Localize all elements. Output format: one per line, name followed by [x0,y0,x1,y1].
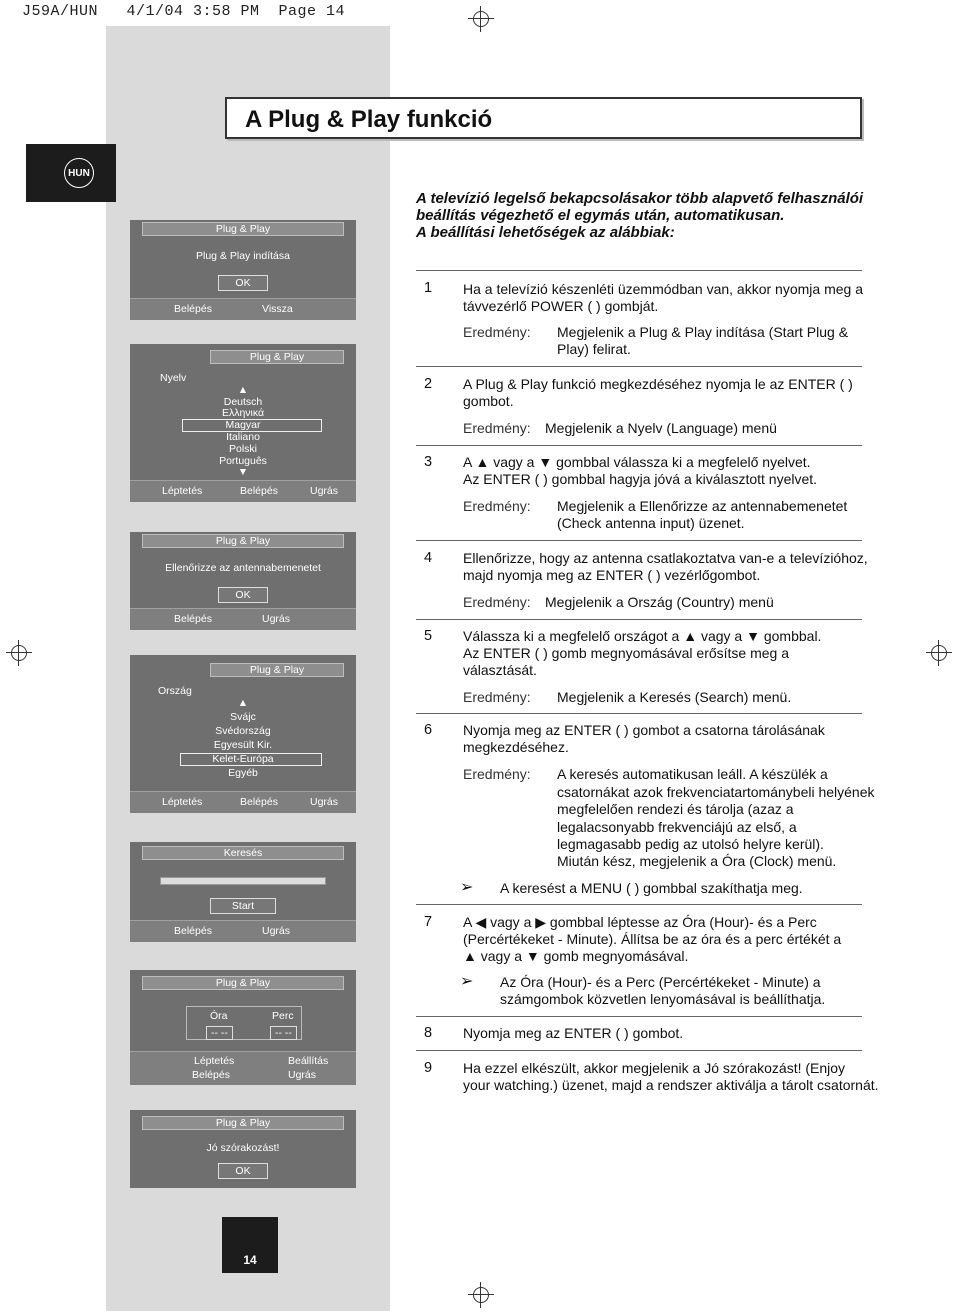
step-number: 4 [424,550,433,566]
skip-hint: Ugrás [262,925,291,937]
result-label: Eredmény: [463,420,531,436]
osd-country-menu [130,655,356,813]
crop-mark-icon [468,6,494,32]
divider [416,713,862,714]
step-number: 3 [424,454,433,470]
enter-hint: Belépés [174,613,212,625]
osd-side-label: Ország [158,685,192,697]
step-number: 7 [424,914,433,930]
result-line: Play) felirat. [557,341,631,357]
minute-field[interactable]: -- -- [270,1026,297,1040]
enter-hint: Belépés [192,1069,230,1081]
ok-button[interactable]: OK [218,587,268,603]
up-arrow-icon: ▲ [237,697,249,709]
divider [416,904,862,905]
osd-footer [130,791,356,813]
result-label: Eredmény: [463,498,531,514]
print-header: J59A/HUN 4/1/04 3:58 PM Page 14 [22,3,346,20]
osd-title: Plug & Play [210,663,344,677]
enter-hint: Belépés [174,303,212,315]
osd-footer [130,920,356,942]
page-number: 14 [243,1253,257,1267]
note-arrow-icon: ➢ [460,973,474,990]
skip-hint: Ugrás [310,796,339,808]
note-line: A keresést a MENU ( ) gombbal szakíthatja meg. [500,880,803,896]
list-item[interactable]: Deutsch [223,396,263,408]
osd-footer [130,480,356,502]
move-hint: Léptetés [162,796,203,808]
note-arrow-icon: ➢ [460,879,474,896]
result-line: megfelelően rendezi és tárolja (azaz a [557,801,794,817]
osd-footer [130,1051,356,1085]
result-label: Eredmény: [463,594,531,610]
skip-hint: Ugrás [262,613,291,625]
step-line: távvezérlő POWER ( ) gombját. [463,298,659,314]
list-item[interactable]: Svédország [215,725,271,737]
step-line: Az ENTER ( ) gomb megnyomásával erősítse meg a [463,645,790,661]
result-line: legmagasabb pedig az utolsó helyre kerül). [557,836,824,852]
step-line: Ellenőrizze, hogy az antenna csatlakoztatva van-e a televízióhoz, [463,550,868,566]
skip-hint: Ugrás [288,1069,317,1081]
divider [416,270,862,271]
result-line: Megjelenik a Ellenőrizze az antennabemenetet [557,498,848,514]
step-number: 9 [424,1060,433,1076]
step-line: Válassza ki a megfelelő országot a ▲ vagy a ▼ gombbal. [463,628,822,644]
intro-line: A beállítási lehetőségek az alábbiak: [416,224,675,241]
ok-button[interactable]: OK [218,275,268,291]
osd-title: Keresés [142,846,344,860]
step-number: 2 [424,376,433,392]
step-number: 1 [424,280,433,296]
result-label: Eredmény: [463,689,531,705]
osd-search [130,842,356,942]
down-arrow-icon: ▼ [237,466,249,478]
start-button[interactable]: Start [210,898,276,914]
enter-hint: Belépés [240,485,278,497]
step-line: your watching.) üzenet, majd a rendszer aktiválja a tárolt csatornát. [463,1077,879,1093]
list-item[interactable]: Ελληνικά [221,407,265,419]
crop-mark-icon [468,1282,494,1308]
step-number: 6 [424,722,433,738]
enter-hint: Belépés [174,925,212,937]
osd-language-menu [130,344,356,502]
hun-badge: HUN [64,158,94,188]
osd-line: Plug & Play indítása [196,250,290,262]
osd-antenna-check [130,532,356,630]
move-hint: Léptetés [162,485,203,497]
back-hint: Vissza [262,303,293,315]
list-item[interactable]: Svájc [230,711,256,723]
intro-line: beállítás végezhető el egymás után, automatikusan. [416,207,785,224]
list-item-selected[interactable]: Magyar [225,419,261,431]
divider [416,1050,862,1051]
crop-mark-icon [926,640,952,666]
osd-title: Plug & Play [210,350,344,364]
list-item[interactable]: Polski [228,443,257,455]
step-line: Nyomja meg az ENTER ( ) gombot a csatorna tárolásának [463,722,825,738]
divider [416,1016,862,1017]
skip-hint: Ugrás [310,485,339,497]
list-item[interactable]: Português [219,455,267,467]
step-line: A ◀ vagy a ▶ gombbal léptesse az Óra (Hour)- és a Perc [463,914,817,930]
result-line: Megjelenik a Plug & Play indítása (Start Plug & [557,324,849,340]
osd-line: Jó szórakozást! [206,1142,280,1154]
step-line: Ha ezzel elkészült, akkor megjelenik a Jó szórakozást! (Enjoy [463,1060,846,1076]
up-arrow-icon: ▲ [237,384,249,396]
list-item[interactable]: Italiano [226,431,260,443]
note-line: számgombok közvetlen lenyomásával is beállíthatja. [500,991,826,1007]
divider [416,540,862,541]
osd-line: Ellenőrizze az antennabemenetet [165,562,321,574]
divider [416,445,862,446]
divider [416,366,862,367]
result-line: Miután kész, megjelenik a Óra (Clock) menü. [557,853,837,869]
list-item[interactable]: Egyesült Kir. [213,739,273,751]
move-hint: Léptetés [194,1055,235,1067]
step-line: Az ENTER ( ) gombbal hagyja jóvá a kiválasztott nyelvet. [463,471,818,487]
osd-start-screen [130,220,356,320]
osd-footer [130,608,356,630]
note-line: Az Óra (Hour)- és a Perc (Percértékeket - Minute) a [500,974,821,990]
osd-title: Plug & Play [142,534,344,548]
page-title-box [225,97,862,139]
result-label: Eredmény: [463,766,531,782]
step-line: ▲ vagy a ▼ gomb megnyomásával. [463,948,689,964]
intro-text [416,190,886,241]
osd-title: Plug & Play [142,222,344,236]
result-label: Eredmény: [463,324,531,340]
language-tab [26,144,116,202]
step-line: gombot. [463,393,514,409]
intro-line: A televízió legelső bekapcsolásakor több alapvető felhasználói [416,190,864,207]
result-line: legalacsonyabb frekvenciájú az első, a [557,819,797,835]
step-line: A ▲ vagy a ▼ gombbal válassza ki a megfelelő nyelvet. [463,454,811,470]
step-line: választását. [463,662,537,678]
result-line: Megjelenik a Keresés (Search) menü. [557,689,792,705]
result-line: Megjelenik a Nyelv (Language) menü [545,420,777,436]
ok-button[interactable]: OK [218,1163,268,1179]
page-title: A Plug & Play funkció [245,106,493,133]
step-number: 5 [424,628,433,644]
osd-title: Plug & Play [142,1116,344,1130]
crop-mark-icon [6,640,32,666]
step-line: megkezdéséhez. [463,739,569,755]
result-line: csatornákat azok frekvenciatartománybeli helyének [557,784,875,800]
hour-label: Óra [210,1010,228,1022]
osd-footer [130,298,356,320]
divider [416,619,862,620]
osd-side-label: Nyelv [160,372,187,384]
list-item[interactable]: Egyéb [228,767,258,779]
osd-enjoy [130,1110,356,1188]
osd-title: Plug & Play [142,976,344,990]
enter-hint: Belépés [240,796,278,808]
step-line: Nyomja meg az ENTER ( ) gombot. [463,1025,684,1041]
step-line: majd nyomja meg az ENTER ( ) vezérlőgombot. [463,567,761,583]
list-item-selected[interactable]: Kelet-Európa [212,753,274,765]
step-number: 8 [424,1025,433,1041]
step-line: Ha a televízió készenléti üzemmódban van, akkor nyomja meg a [463,281,863,297]
step-line: A Plug & Play funkció megkezdéséhez nyomja le az ENTER ( ) [463,376,853,392]
page-number-badge [222,1217,278,1273]
step-line: (Percértékeket - Minute). Állítsa be az óra és a perc értékét a [463,931,842,947]
set-hint: Beállítás [288,1055,329,1067]
hour-field[interactable]: -- -- [206,1026,233,1040]
result-line: Megjelenik a Ország (Country) menü [545,594,774,610]
result-line: (Check antenna input) üzenet. [557,515,745,531]
osd-clock [130,970,356,1085]
search-progress-bar [160,877,326,885]
minute-label: Perc [272,1010,294,1022]
result-line: A keresés automatikusan leáll. A készülék a [557,766,828,782]
